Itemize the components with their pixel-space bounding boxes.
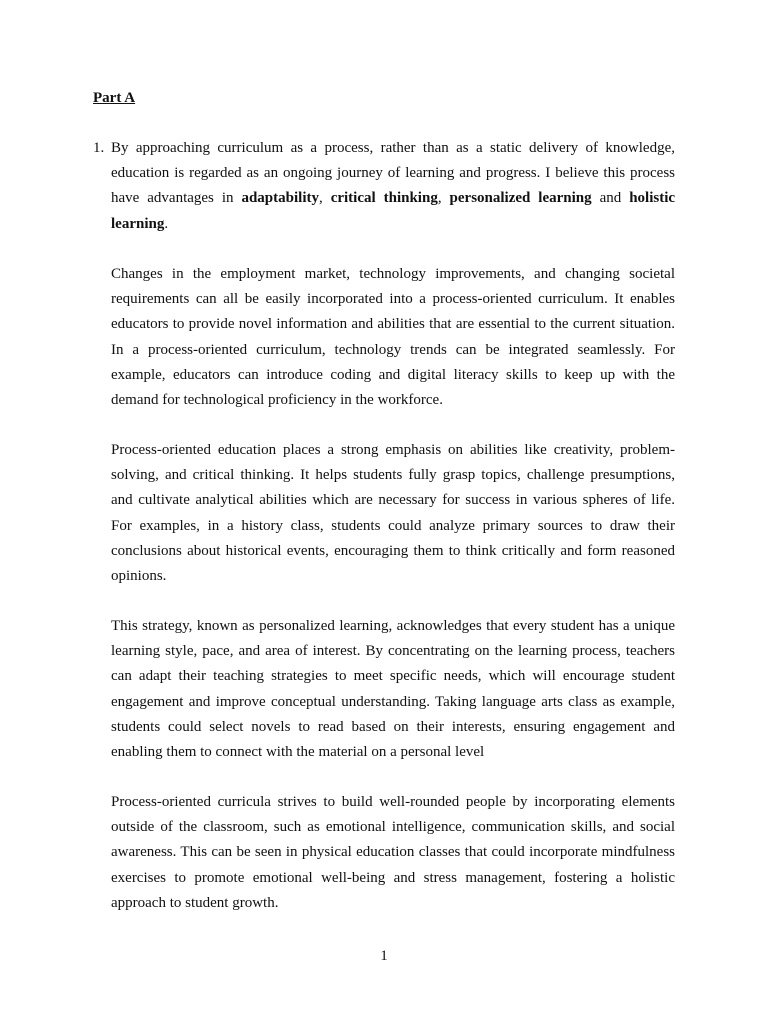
paragraph-personalized-learning: This strategy, known as personalized learning, acknowledges that every student has a unique learning style, pace, and area of interest. By concentrating on the learning process, teachers can adapt their teaching strategies to meet specific needs, which will encourage student engagement and improve conceptual understanding. Taking language arts class as example, students could select novels to read based on their interests, ensuring engagement and enabling them to connect with the material on a personal level [111, 618, 675, 761]
page-number: 1 [380, 948, 388, 964]
term-personalized-learning: personalized learning [449, 190, 592, 207]
section-heading: Part A [93, 90, 136, 106]
paragraph-critical-thinking: Process-oriented education places a strong emphasis on abilities like creativity, problem-solving, and critical thinking. It helps students fully grasp topics, challenge presumptions, and cultivate analytical abilities which are necessary for success in various spheres of life. For examples, in a history class, students could analyze primary sources to draw their conclusions about historical events, encouraging them to think critically and form reasoned opinions. [111, 442, 675, 585]
term-holistic-learning: holistic learning [111, 190, 676, 232]
separator: , [437, 190, 442, 207]
term-adaptability: adaptability [241, 190, 319, 207]
paragraph-adaptability: Changes in the employment market, technology improvements, and changing societal requirements can all be easily incorporated into a process-oriented curriculum. It enables educators to provide novel information and abilities that are essential to the current situation. In a process-oriented curriculum, technology trends can be integrated seamlessly. For example, educators can introduce coding and digital literacy skills to keep up with the demand for technological proficiency in the workforce. [111, 266, 675, 409]
separator: , [319, 190, 323, 207]
sentence-end: . [164, 215, 169, 232]
list-number: 1. [93, 140, 105, 156]
paragraph-intro [111, 136, 675, 237]
intro-text: By approaching curriculum as a process, rather than as a static delivery of knowledge, education is regarded as an ongoing journey of learning and progress. I believe this process have advantages in [111, 140, 675, 207]
paragraph-holistic-learning: Process-oriented curricula strives to build well-rounded people by incorporating elements outside of the classroom, such as emotional intelligence, communication skills, and social awareness. This can be seen in physical education classes that could incorporate mindfulness exercises to promote emotional well-being and stress management, fostering a holistic approach to student growth. [111, 794, 675, 911]
conjunction: and [599, 190, 622, 207]
term-critical-thinking: critical thinking [330, 190, 438, 207]
